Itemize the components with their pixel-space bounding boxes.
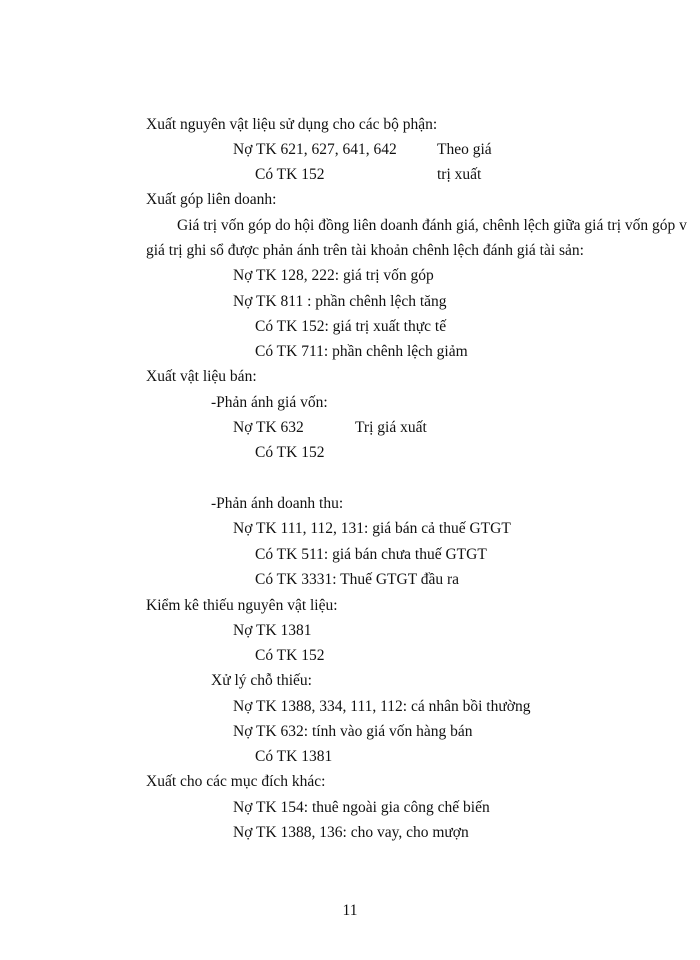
- credit-entry: Có TK 3331: Thuế GTGT đầu ra: [255, 571, 460, 588]
- sub-heading: -Phản ánh doanh thu:: [211, 495, 344, 512]
- credit-entry: Có TK 711: phần chênh lệch giảm: [255, 343, 468, 360]
- sub-heading: Xử lý chỗ thiếu:: [211, 672, 312, 689]
- section-heading-export-for-departments: Xuất nguyên vật liệu sử dụng cho các bộ phận:: [146, 116, 438, 133]
- debit-entry: Nợ TK 1381: [233, 622, 312, 639]
- debit-entry: Nợ TK 111, 112, 131: giá bán cả thuế GTGT: [233, 520, 511, 537]
- section-heading-other-purposes: Xuất cho các mục đích khác:: [146, 773, 326, 790]
- debit-entry: Nợ TK 1388, 334, 111, 112: cá nhân bồi thường: [233, 698, 531, 715]
- credit-entry: Có TK 152: [255, 444, 325, 461]
- page-number: 11: [342, 902, 358, 919]
- debit-entry: Nợ TK 1388, 136: cho vay, cho mượn: [233, 824, 469, 841]
- debit-entry: Nợ TK 621, 627, 641, 642: [233, 141, 397, 158]
- paragraph-line: giá trị ghi sổ được phản ánh trên tài khoản chênh lệch đánh giá tài sản:: [146, 242, 584, 259]
- section-heading-joint-venture: Xuất góp liên doanh:: [146, 191, 277, 208]
- section-heading-material-sale: Xuất vật liệu bán:: [146, 368, 257, 385]
- debit-entry: Nợ TK 632: [233, 419, 304, 436]
- debit-entry: Nợ TK 154: thuê ngoài gia công chế biến: [233, 799, 490, 816]
- credit-entry: Có TK 511: giá bán chưa thuế GTGT: [255, 546, 487, 563]
- credit-entry: Có TK 152: [255, 166, 325, 183]
- paragraph-line: Giá trị vốn góp do hội đồng liên doanh đánh giá, chênh lệch giữa giá trị vốn góp v: [177, 217, 687, 234]
- entry-note: Theo giá: [437, 141, 492, 158]
- sub-heading: -Phản ánh giá vốn:: [211, 394, 328, 411]
- debit-entry: Nợ TK 811 : phần chênh lệch tăng: [233, 293, 447, 310]
- credit-entry: Có TK 152: [255, 647, 325, 664]
- debit-entry: Nợ TK 632: tính vào giá vốn hàng bán: [233, 723, 473, 740]
- credit-entry: Có TK 152: giá trị xuất thực tế: [255, 318, 447, 335]
- entry-note: trị xuất: [437, 166, 482, 183]
- section-heading-inventory-shortage: Kiểm kê thiếu nguyên vật liệu:: [146, 597, 338, 614]
- entry-note: Trị giá xuất: [355, 419, 427, 436]
- credit-entry: Có TK 1381: [255, 748, 333, 765]
- debit-entry: Nợ TK 128, 222: giá trị vốn góp: [233, 267, 434, 284]
